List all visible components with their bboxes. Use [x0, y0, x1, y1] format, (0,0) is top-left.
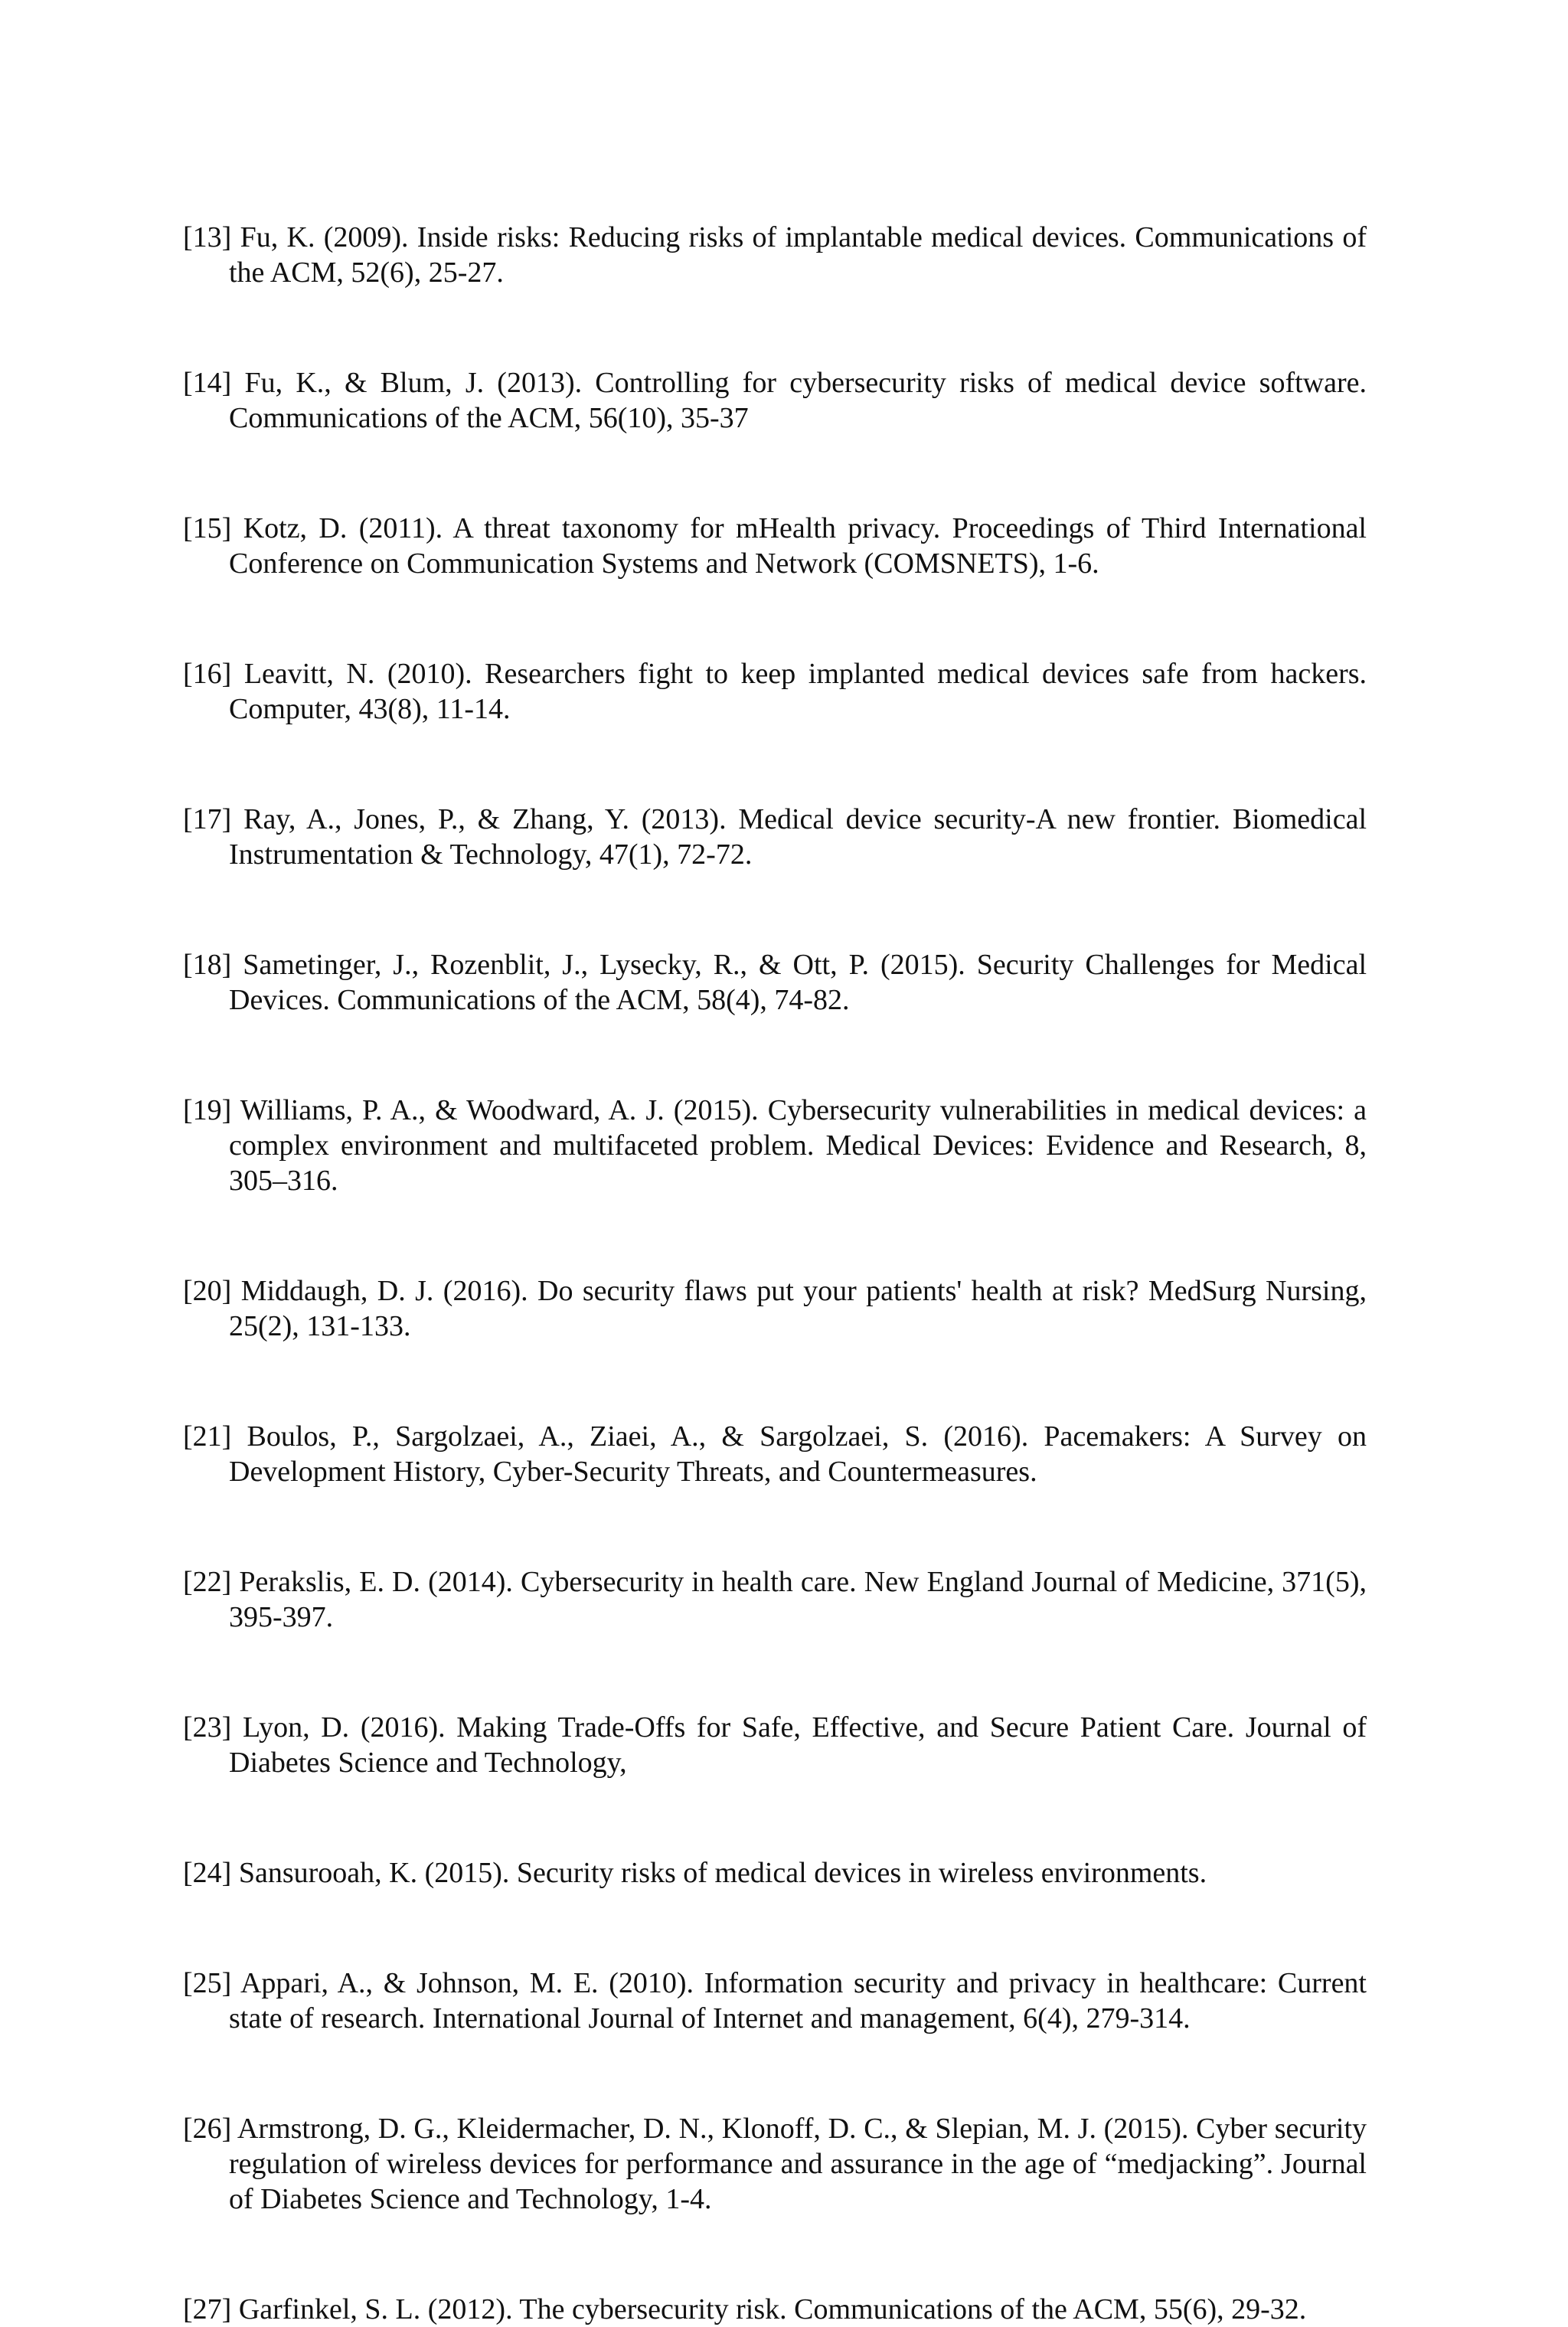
reference-number: [15]	[183, 512, 232, 544]
reference-number: [20]	[183, 1275, 232, 1307]
reference-item-14	[183, 365, 1367, 436]
reference-item-27	[183, 2292, 1367, 2327]
reference-number: [14]	[183, 367, 232, 399]
reference-number: [27]	[183, 2293, 232, 2325]
reference-text: Garfinkel, S. L. (2012). The cybersecurity risk. Communications of the ACM, 55(6), 29-32.	[238, 2293, 1307, 2325]
reference-number: [22]	[183, 1566, 232, 1598]
reference-text: Appari, A., & Johnson, M. E. (2010). Information security and privacy in healthcare: Current state of research. International Journal of Internet and management, 6(4), 279-314.	[229, 1967, 1367, 2034]
reference-text: Lyon, D. (2016). Making Trade-Offs for Safe, Effective, and Secure Patient Care. Journal of Diabetes Science and Technology,	[229, 1711, 1367, 1779]
reference-number: [18]	[183, 949, 232, 981]
reference-item-16	[183, 656, 1367, 727]
reference-item-22	[183, 1564, 1367, 1635]
reference-number: [13]	[183, 221, 232, 253]
reference-number: [17]	[183, 803, 232, 835]
reference-item-13	[183, 220, 1367, 290]
reference-number: [19]	[183, 1094, 232, 1126]
reference-item-26	[183, 2111, 1367, 2217]
reference-text: Middaugh, D. J. (2016). Do security flaws put your patients' health at risk? MedSurg Nursing, 25(2), 131-133.	[229, 1275, 1367, 1342]
reference-text: Armstrong, D. G., Kleidermacher, D. N., Klonoff, D. C., & Slepian, M. J. (2015). Cyber security regulation of wireless devices for performance and assurance in the age of “medjacking”. Journal of Diabetes Science and Technology, 1-4.	[229, 2113, 1367, 2215]
reference-text: Perakslis, E. D. (2014). Cybersecurity in health care. New England Journal of Medicine, 371(5), 395-397.	[229, 1566, 1367, 1633]
reference-text: Sametinger, J., Rozenblit, J., Lysecky, R., & Ott, P. (2015). Security Challenges for Medical Devices. Communications of the ACM, 58(4), 74-82.	[229, 949, 1367, 1016]
reference-item-21	[183, 1419, 1367, 1489]
reference-number: [26]	[183, 2113, 232, 2145]
reference-text: Fu, K. (2009). Inside risks: Reducing risks of implantable medical devices. Communications of the ACM, 52(6), 25-27.	[229, 221, 1367, 289]
reference-item-23	[183, 1710, 1367, 1780]
reference-list	[183, 220, 1367, 2327]
reference-text: Fu, K., & Blum, J. (2013). Controlling for cybersecurity risks of medical device software. Communications of the ACM, 56(10), 35-37	[229, 367, 1367, 434]
reference-text: Sansurooah, K. (2015). Security risks of medical devices in wireless environments.	[238, 1857, 1207, 1889]
reference-number: [25]	[183, 1967, 232, 1999]
reference-number: [16]	[183, 658, 232, 690]
reference-item-15	[183, 511, 1367, 581]
reference-item-18	[183, 947, 1367, 1018]
reference-text: Kotz, D. (2011). A threat taxonomy for mHealth privacy. Proceedings of Third International Conference on Communication Systems and Network (COMSNETS), 1-6.	[229, 512, 1367, 580]
reference-item-25	[183, 1966, 1367, 2036]
reference-item-19	[183, 1093, 1367, 1198]
reference-item-17	[183, 802, 1367, 872]
reference-text: Ray, A., Jones, P., & Zhang, Y. (2013). Medical device security-A new frontier. Biomedical Instrumentation & Technology, 47(1), 72-72.	[229, 803, 1367, 871]
reference-item-20	[183, 1273, 1367, 1344]
reference-text: Williams, P. A., & Woodward, A. J. (2015). Cybersecurity vulnerabilities in medical devices: a complex environment and multifaceted problem. Medical Devices: Evidence and Research, 8, 305–316.	[229, 1094, 1367, 1197]
reference-text: Boulos, P., Sargolzaei, A., Ziaei, A., & Sargolzaei, S. (2016). Pacemakers: A Survey on Development History, Cyber-Security Threats, and Countermeasures.	[229, 1420, 1367, 1488]
reference-item-24	[183, 1855, 1367, 1891]
reference-number: [24]	[183, 1857, 232, 1889]
reference-text: Leavitt, N. (2010). Researchers fight to keep implanted medical devices safe from hackers. Computer, 43(8), 11-14.	[229, 658, 1367, 725]
reference-number: [23]	[183, 1711, 232, 1744]
reference-number: [21]	[183, 1420, 232, 1453]
